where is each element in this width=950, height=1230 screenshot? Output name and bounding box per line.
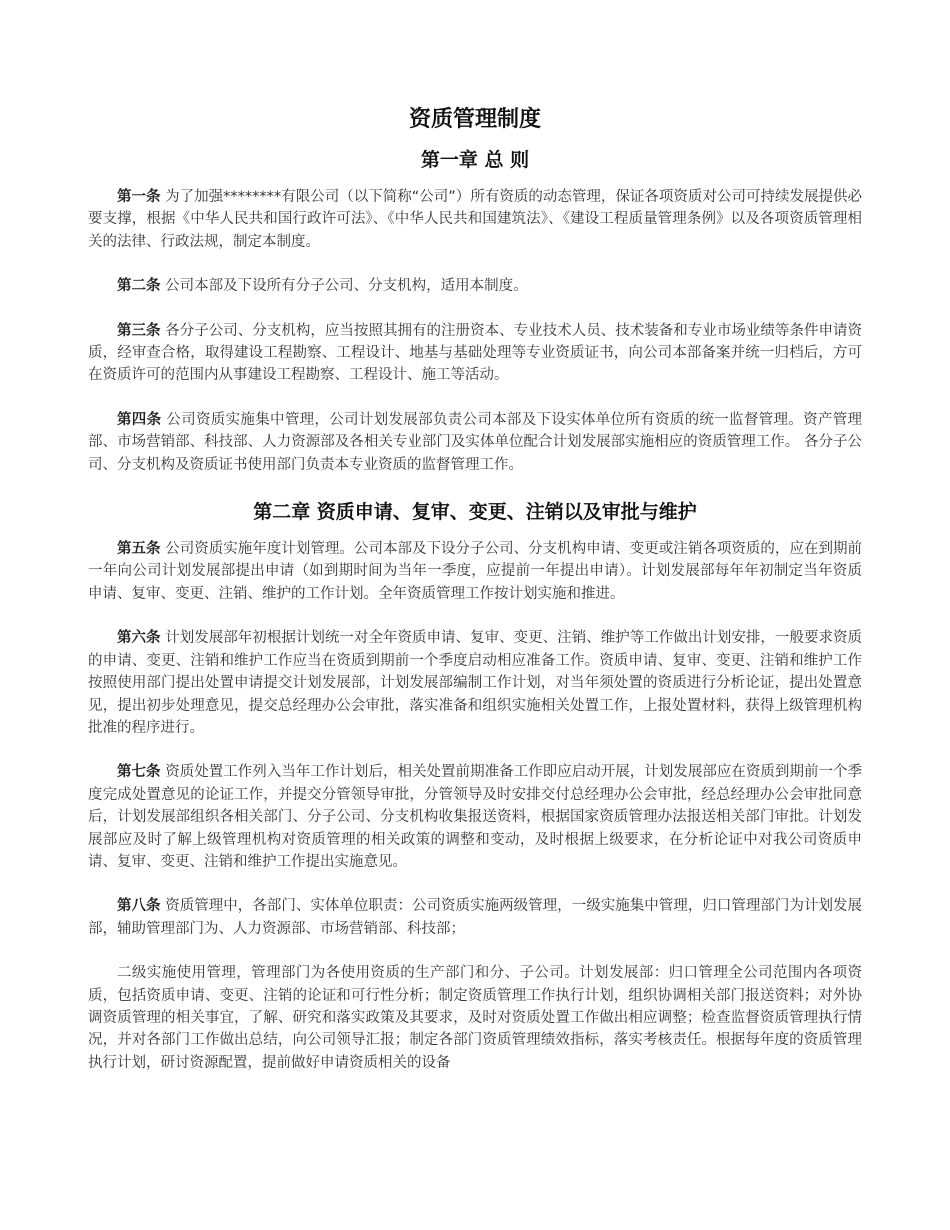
article-5 (88, 538, 862, 605)
article-text: 公司资质实施年度计划管理。公司本部及下设分子公司、分支机构申请、变更或注销各项资质的，应在到期前一年向公司计划发展部提出申请（如到期时间为当年一季度，应提前一年提出申请）。计划发展部每年年初制定当年资质申请、复审、变更、注销、维护的工作计划。全年资质管理工作按计划实施和推进。 (88, 541, 863, 602)
article-label: 第八条 (117, 898, 161, 915)
chapter-1-heading: 第一章 总 则 (420, 149, 530, 171)
article-text: 公司资质实施集中管理，公司计划发展部负责公司本部及下设实体单位所有资质的统一监督管理。资产管理部、市场营销部、科技部、人力资源部及各相关专业部门及实体单位配合计划发展部实施相应的资质管理工作。 各分子公司、分支机构及资质证书使用部门负责本专业资质的监督管理工作。 (88, 411, 863, 473)
article-text: 为了加强********有限公司（以下简称“公司”）所有资质的动态管理，保证各项资质对公司可持续发展提供必要支撑，根据《中华人民共和国行政许可法》、《中华人民共和国建筑法》、《建设工程质量管理条例》以及各项资质管理相关的法律、行政法规，制定本制度。 (88, 189, 863, 250)
article-6 (88, 627, 862, 739)
article-text: 资质处置工作列入当年工作计划后，相关处置前期准备工作即应启动开展，计划发展部应在资质到期前一个季度完成处置意见的论证工作，并提交分管领导审批，分管领导及时安排交付总经理办公会审批，经总经理办公会审批同意后，计划发展部组织各相关部门、分子公司、分支机构收集报送资料，根据国家资质管理办法报送相关部门审批。计划发展部应及时了解上级管理机构对资质管理的相关政策的调整和变动，及时根据上级要求，在分析论证中对我公司资质申请、复审、变更、注销和维护工作提出实施意见。 (88, 764, 863, 870)
paragraph-text: 二级实施使用管理，管理部门为各使用资质的生产部门和分、子公司。计划发展部：归口管理全公司范围内各项资质，包括资质申请、变更、注销的论证和可行性分析；制定资质管理工作执行计划，组织协调相关部门报送资料；对外协调资质管理的相关事宜，了解、研究和落实政策及其要求，及时对资质处置工作做出相应调整；检查监督资质管理执行情况，并对各部门工作做出总结，向公司领导汇报；制定各部门资质管理绩效指标，落实考核责任。根据每年度的资质管理执行计划，研讨资源配置，提前做好申请资质相关的设备 (88, 965, 862, 1071)
article-3 (88, 320, 862, 387)
article-label: 第七条 (117, 764, 161, 781)
article-label: 第四条 (117, 411, 162, 428)
article-label: 第五条 (117, 541, 161, 558)
chapter-2-heading: 第二章 资质申请、复审、变更、注销以及审批与维护 (253, 501, 697, 524)
article-label: 第一条 (117, 189, 161, 205)
document-title: 资质管理制度 (408, 107, 541, 132)
article-label: 第三条 (117, 322, 161, 339)
article-8-continued (88, 962, 862, 1074)
article-text: 各分子公司、分支机构，应当按照其拥有的注册资本、专业技术人员、技术装备和专业市场业绩等条件申请资质，经审查合格，取得建设工程勘察、工程设计、地基与基础处理等专业资质证书，向公司本部备案并统一归档后，方可在资质许可的范围内从事建设工程勘察、工程设计、施工等活动。 (88, 322, 863, 384)
article-text: 计划发展部年初根据计划统一对全年资质申请、复审、变更、注销、维护等工作做出计划安排，一般要求资质的申请、变更、注销和维护工作应当在资质到期前一个季度启动相应准备工作。资质申请、复审、变更、注销和维护工作按照使用部门提出处置申请提交计划发展部，计划发展部编制工作计划，对当年须处置的资质进行分析论证，提出处置意见，提出初步处理意见，提交总经理办公会审批，落实准备和组织实施相关处置工作，上报处置材料，获得上级管理机构批准的程序进行。 (88, 630, 863, 736)
article-7 (88, 761, 862, 873)
article-label: 第六条 (117, 630, 161, 647)
article-text: 公司本部及下设所有分子公司、分支机构，适用本制度。 (165, 278, 528, 295)
article-label: 第二条 (117, 278, 161, 295)
article-1 (88, 186, 862, 253)
article-4 (88, 409, 862, 476)
article-text: 资质管理中，各部门、实体单位职责：公司资质实施两级管理，一级实施集中管理，归口管理部门为计划发展部，辅助管理部门为、人力资源部、市场营销部、科技部； (88, 898, 863, 937)
article-8 (88, 895, 862, 940)
article-2 (88, 275, 862, 297)
